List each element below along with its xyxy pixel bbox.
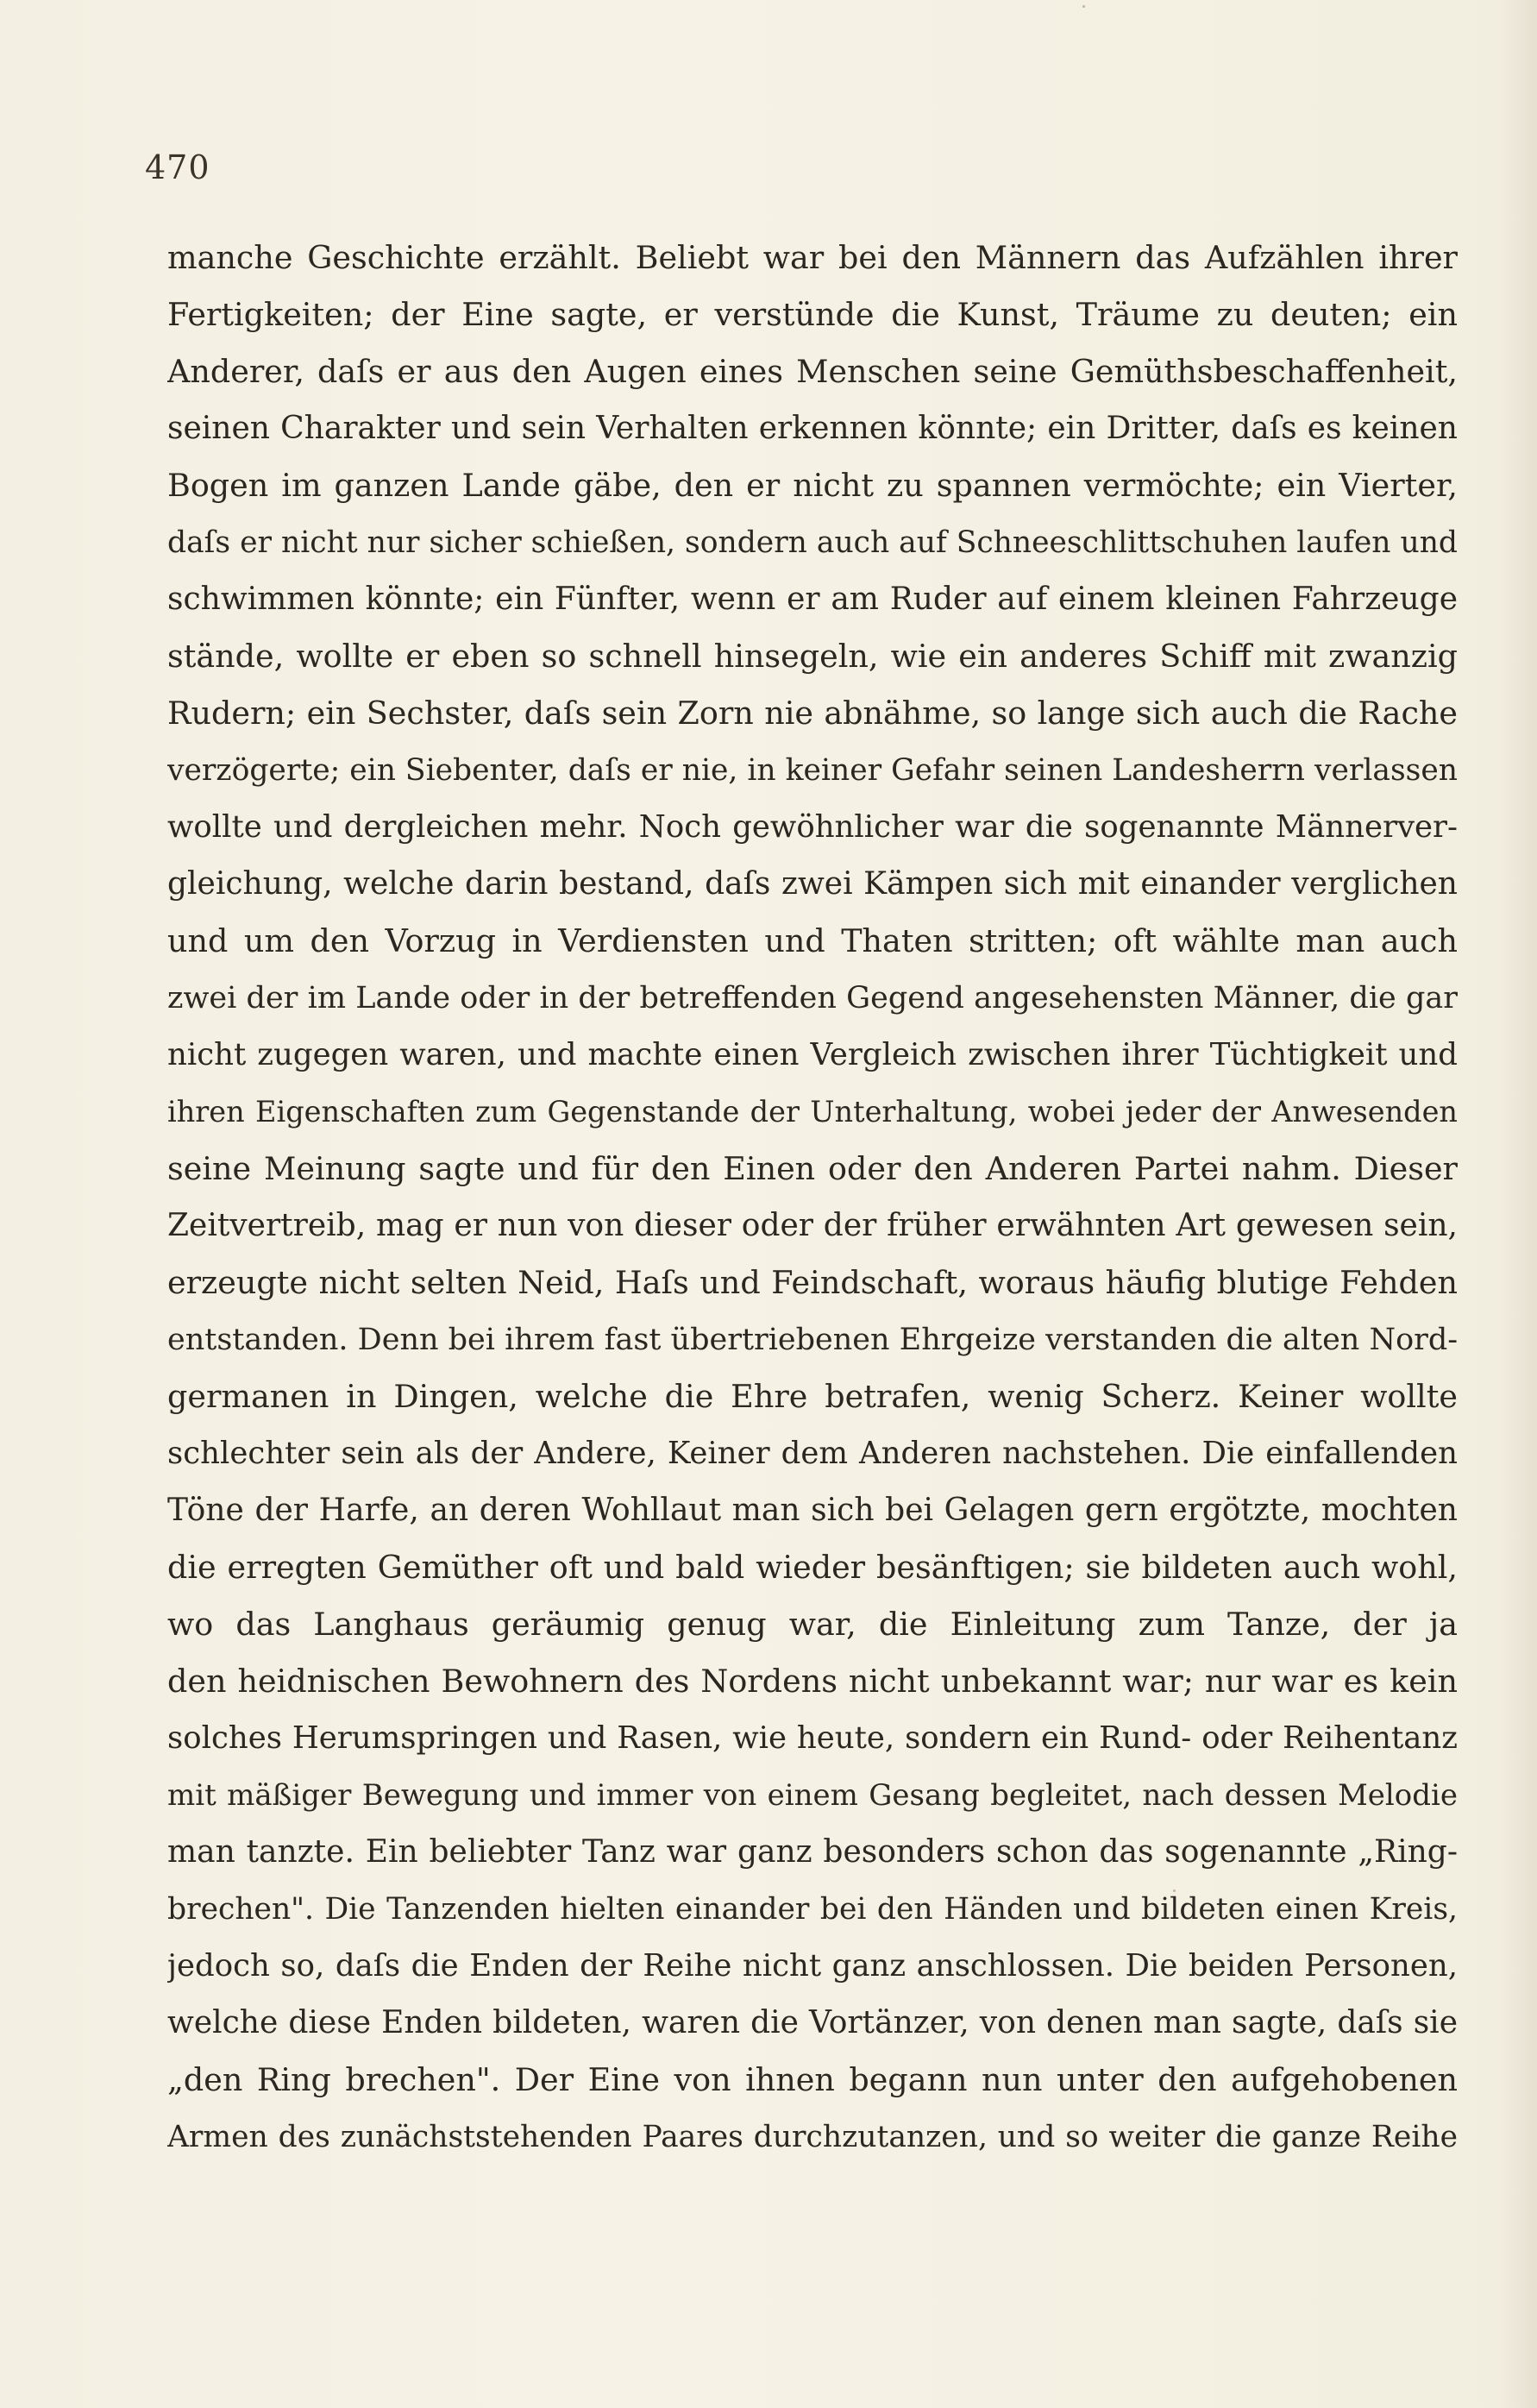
text-line: welche diese Enden bildeten, waren die Vortänzer, von denen man sagte, daſs sie xyxy=(167,2005,1458,2040)
text-line: manche Geschichte erzählt. Beliebt war bei den Männern das Aufzählen ihrer xyxy=(167,239,1458,276)
body-text xyxy=(167,229,1458,2166)
text-line: solches Herumspringen und Rasen, wie heute, sondern ein Rund- oder Reihentanz xyxy=(167,1720,1458,1756)
text-line: mit mäßiger Bewegung und immer von einem Gesang begleitet, nach dessen Melodie xyxy=(167,1778,1458,1813)
text-line: germanen in Dingen, welche die Ehre betrafen, wenig Scherz. Keiner wollte xyxy=(167,1378,1458,1415)
text-line: die erregten Gemüther oft und bald wieder besänftigen; sie bildeten auch wohl, xyxy=(167,1549,1458,1586)
text-line: entstanden. Denn bei ihrem fast übertriebenen Ehrgeize verstanden die alten Nord- xyxy=(167,1323,1458,1357)
text-line: und um den Vorzug in Verdiensten und Thaten stritten; oft wählte man auch xyxy=(167,922,1458,959)
page-number: 470 xyxy=(145,148,210,186)
paper-speck xyxy=(1082,5,1085,8)
text-line: gleichung, welche darin bestand, daſs zwei Kämpen sich mit einander verglichen xyxy=(167,866,1458,902)
text-line: nicht zugegen waren, und machte einen Vergleich zwischen ihrer Tüchtigkeit und xyxy=(167,1037,1458,1072)
text-line: ihren Eigenschaften zum Gegenstande der Unterhaltung, wobei jeder der Anwesenden xyxy=(167,1095,1458,1129)
text-line: schwimmen könnte; ein Fünfter, wenn er am Ruder auf einem kleinen Fahrzeuge xyxy=(167,582,1458,617)
text-line: wollte und dergleichen mehr. Noch gewöhnlicher war die sogenannte Männerver- xyxy=(167,809,1458,845)
page-edge-shadow xyxy=(1497,0,1537,2408)
text-line: stände, wollte er eben so schnell hinsegeln, wie ein anderes Schiff mit zwanzig xyxy=(167,638,1458,675)
text-line: Rudern; ein Sechster, daſs sein Zorn nie abnähme, so lange sich auch die Rache xyxy=(167,695,1458,732)
text-line: Armen des zunächststehenden Paares durchzutanzen, und so weiter die ganze Reihe xyxy=(167,2120,1458,2154)
text-line: daſs er nicht nur sicher schießen, sondern auch auf Schneeschlittschuhen laufen und xyxy=(167,525,1458,560)
text-line: seine Meinung sagte und für den Einen oder den Anderen Partei nahm. Dieser xyxy=(167,1150,1458,1187)
text-line: schlechter sein als der Andere, Keiner dem Anderen nachstehen. Die einfallenden xyxy=(167,1436,1458,1471)
text-line: „den Ring brechen". Der Eine von ihnen begann nun unter den aufgehobenen xyxy=(167,2061,1458,2098)
text-line: Töne der Harfe, an deren Wohllaut man sich bei Gelagen gern ergötzte, mochten xyxy=(167,1493,1458,1528)
text-line: Bogen im ganzen Lande gäbe, den er nicht zu spannen vermöchte; ein Vierter, xyxy=(167,467,1458,504)
text-line: erzeugte nicht selten Neid, Haſs und Feindschaft, woraus häufig blutige Fehden xyxy=(167,1264,1458,1301)
text-line: Fertigkeiten; der Eine sagte, er verstünde die Kunst, Träume zu deuten; ein xyxy=(167,296,1458,333)
text-line: verzögerte; ein Siebenter, daſs er nie, in keiner Gefahr seinen Landesherrn verlassen xyxy=(167,753,1458,788)
paper-speck xyxy=(1173,1889,1176,1892)
text-line: den heidnischen Bewohnern des Nordens nicht unbekannt war; nur war es kein xyxy=(167,1663,1458,1700)
text-line: brechen". Die Tanzenden hielten einander bei den Händen und bildeten einen Kreis, xyxy=(167,1892,1458,1927)
text-line: Anderer, daſs er aus den Augen eines Menschen seine Gemüthsbeschaffenheit, xyxy=(167,353,1458,390)
text-line: wo das Langhaus geräumig genug war, die Einleitung zum Tanze, der ja xyxy=(167,1606,1458,1643)
text-line: man tanzte. Ein beliebter Tanz war ganz besonders schon das sogenannte „Ring- xyxy=(167,1834,1458,1870)
text-line: zwei der im Lande oder in der betreffenden Gegend angesehensten Männer, die gar xyxy=(167,981,1458,1015)
text-line: seinen Charakter und sein Verhalten erkennen könnte; ein Dritter, daſs es keinen xyxy=(167,411,1458,446)
text-line: jedoch so, daſs die Enden der Reihe nicht ganz anschlossen. Die beiden Personen, xyxy=(167,1948,1458,1984)
text-line: Zeitvertreib, mag er nun von dieser oder der früher erwähnten Art gewesen sein, xyxy=(167,1208,1458,1243)
